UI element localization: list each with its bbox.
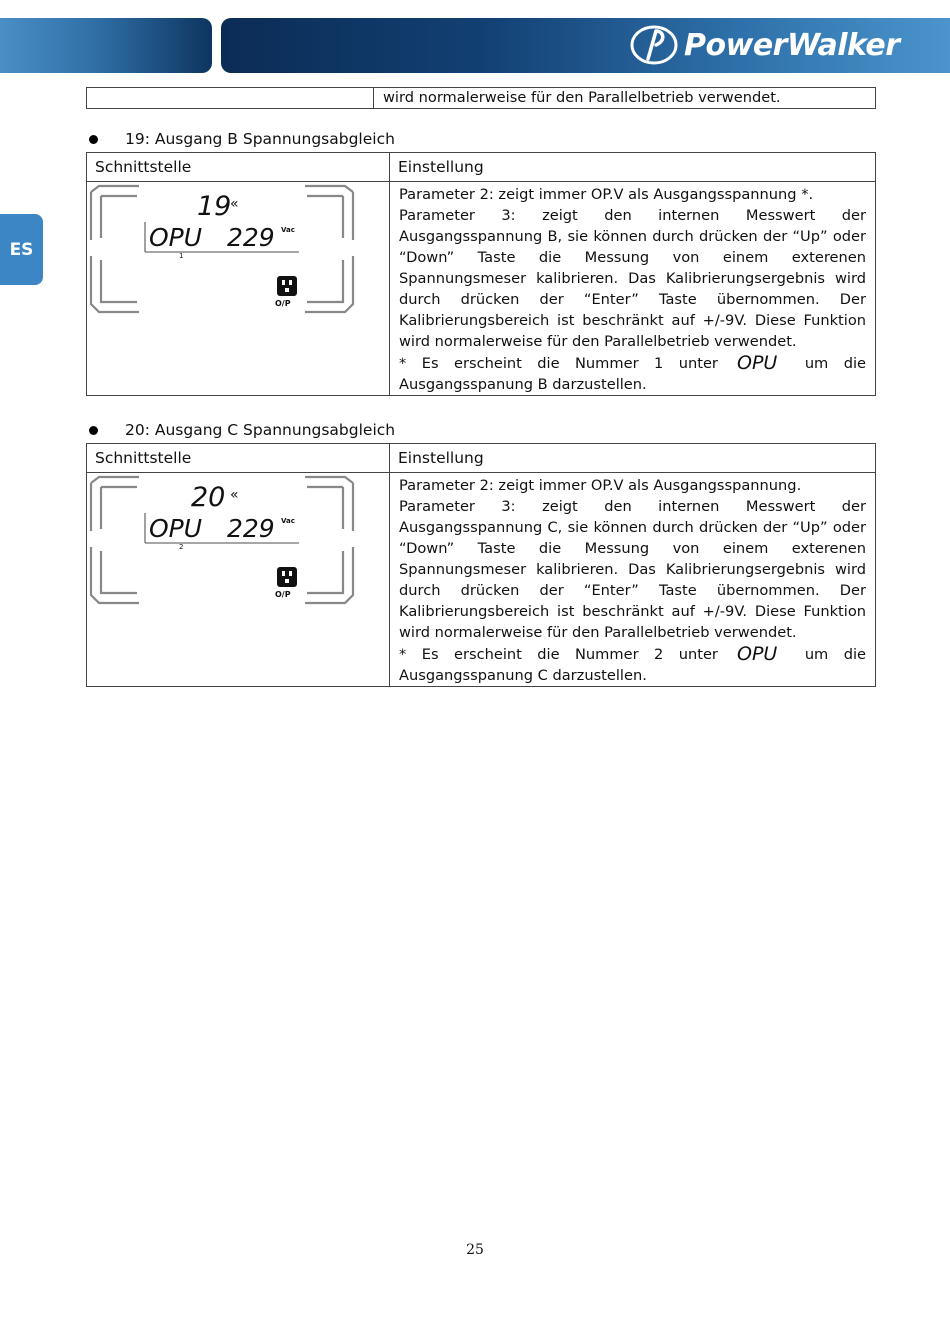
page-number: 25	[466, 1242, 484, 1258]
section-heading-20	[86, 419, 395, 441]
lcd-subscript: 2	[179, 543, 184, 551]
lcd-top-number: 19	[197, 191, 232, 222]
lcd-unit: Vac	[281, 517, 295, 525]
footnote-after: um die Ausgangsspanung B darzustellen.	[399, 355, 867, 393]
footnote	[399, 643, 866, 686]
svg-text:OPU: OPU	[737, 643, 778, 663]
svg-text:«: «	[230, 196, 239, 212]
setting-description-cell	[390, 473, 876, 687]
continuation-text: wird normalerweise für den Parallelbetrieb verwendet.	[374, 88, 876, 109]
bullet-icon	[89, 135, 98, 144]
setting-description-cell	[390, 182, 876, 396]
settings-table-20	[86, 443, 876, 687]
section-heading-19	[86, 128, 395, 150]
lcd-label: OPU	[149, 223, 203, 252]
language-tab-es[interactable]: ES	[0, 214, 43, 285]
lcd-unit: Vac	[281, 226, 295, 234]
opu-lcd-icon	[733, 643, 789, 663]
footnote-before: * Es erscheint die Nummer 2 unter	[399, 646, 718, 663]
continuation-empty-cell	[87, 88, 374, 109]
col-header-setting: Einstellung	[390, 153, 876, 182]
settings-table-19	[86, 152, 876, 396]
svg-text:OPU: OPU	[737, 352, 778, 372]
param2-text: Parameter 2: zeigt immer OP.V als Ausgangsspannung *.	[399, 186, 814, 203]
powerwalker-logo	[630, 22, 940, 68]
lcd-display-cell	[87, 473, 390, 687]
footnote-before: * Es erscheint die Nummer 1 unter	[399, 355, 718, 372]
col-header-interface: Schnittstelle	[87, 153, 390, 182]
lcd-subscript: 1	[179, 252, 184, 260]
param3-text: Parameter 3: zeigt den internen Messwert der Ausgangsspannung B, sie können durch drücken der “Up” oder “Down” Taste die Messung von einem exterenen Spannungsmeser kalibrieren. Das Kalibrierungsergebnis wird durch drücken der “Enter” Taste übernommen. Der Kalibrierungsbereich ist beschränkt auf +/-9V. Diese Funktion wird normalerweise für den Parallelbetrieb verwendet.	[399, 207, 866, 350]
continuation-table	[86, 87, 876, 109]
param3-text: Parameter 3: zeigt den internen Messwert der Ausgangsspannung C, sie können durch drücken der “Up” oder “Down” Taste die Messung von einem exterenen Spannungsmeser kalibrieren. Das Kalibrierungsergebnis wird durch drücken der “Enter” Taste übernommen. Der Kalibrierungsbereich ist beschränkt auf +/-9V. Diese Funktion wird normalerweise für den Parallelbetrieb verwendet.	[399, 498, 866, 641]
header-banner-left	[0, 18, 212, 73]
section-heading-text: 19: Ausgang B Spannungsabgleich	[125, 130, 395, 148]
svg-text:«: «	[230, 487, 239, 503]
section-heading-text: 20: Ausgang C Spannungsabgleich	[125, 421, 396, 439]
footnote	[399, 352, 866, 395]
lcd-op-label: O/P	[275, 590, 291, 599]
brand-name: PowerWalker	[684, 27, 900, 63]
lcd-display-icon	[87, 182, 357, 320]
lcd-top-number: 20	[191, 482, 226, 513]
lcd-value: 229	[227, 223, 275, 252]
lcd-op-label: O/P	[275, 299, 291, 308]
col-header-interface: Schnittstelle	[87, 444, 390, 473]
lcd-label: OPU	[149, 514, 203, 543]
power-swirl-icon	[630, 23, 680, 67]
footnote-after: um die Ausgangsspanung C darzustellen.	[399, 646, 867, 684]
lcd-value: 229	[227, 514, 275, 543]
col-header-setting: Einstellung	[390, 444, 876, 473]
bullet-icon	[89, 426, 98, 435]
lcd-display-icon	[87, 473, 357, 611]
param2-text: Parameter 2: zeigt immer OP.V als Ausgangsspannung.	[399, 477, 802, 494]
lcd-display-cell	[87, 182, 390, 396]
opu-lcd-icon	[733, 352, 789, 372]
